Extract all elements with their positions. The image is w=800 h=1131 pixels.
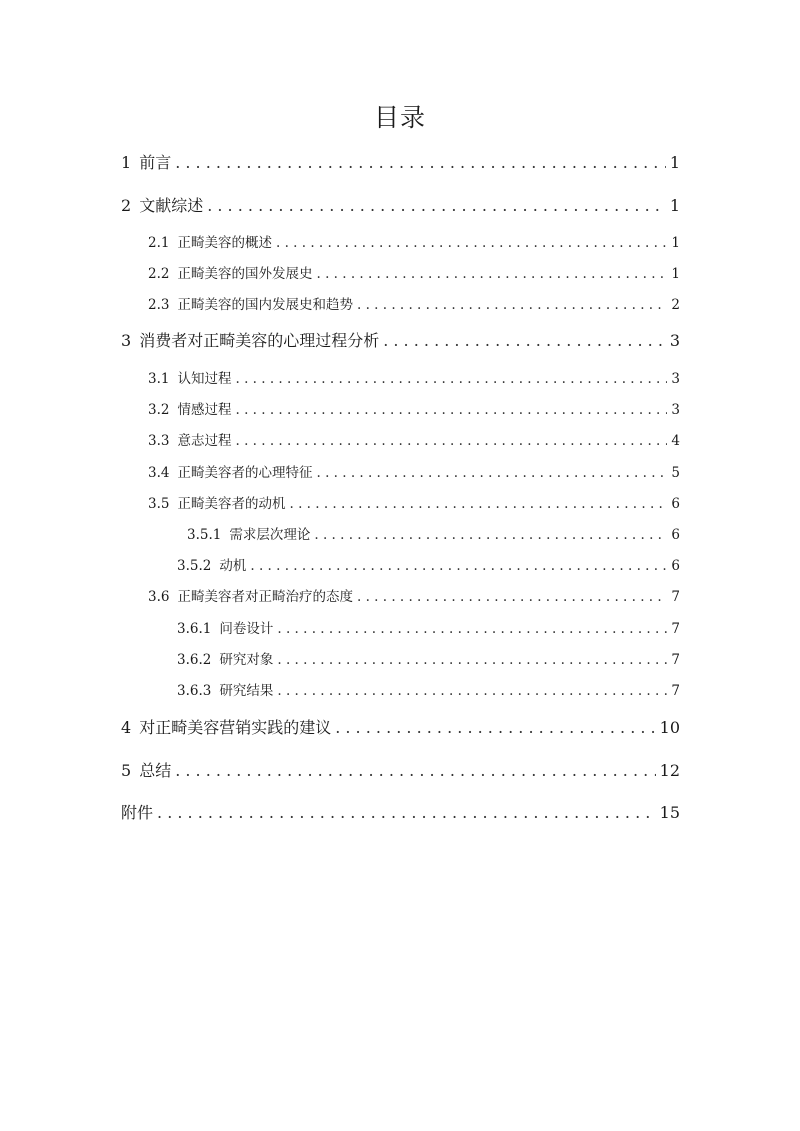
toc-entry-2[interactable]: [121, 193, 680, 216]
toc-entry-4[interactable]: [121, 715, 680, 738]
toc-entry-number: 3.5.1: [187, 527, 222, 543]
toc-entry-text: 正畸美容者的心理特征: [177, 465, 313, 481]
dot-leader: [357, 297, 667, 313]
toc-entry-3-2[interactable]: [148, 398, 680, 418]
toc-entry-5[interactable]: [121, 758, 680, 781]
toc-entry-page: 6: [671, 558, 680, 574]
dot-leader: [316, 266, 667, 282]
toc-entry-3-6-3[interactable]: [177, 679, 680, 699]
dot-leader: [207, 196, 666, 215]
toc-entry-3-1[interactable]: [148, 367, 680, 387]
toc-entry-number: 3.6.2: [177, 652, 212, 668]
toc-entry-number: 2: [121, 196, 132, 215]
toc-entry-number: 5: [121, 761, 132, 780]
toc-entry-page: 3: [669, 331, 680, 350]
toc-entry-number: 3: [121, 331, 132, 350]
toc-entry-page: 1: [671, 266, 680, 282]
dot-leader: [316, 465, 667, 481]
toc-entry-text: 对正畸美容营销实践的建议: [139, 718, 332, 737]
toc-entry-page: 7: [671, 589, 680, 605]
toc-entry-page: 6: [671, 496, 680, 512]
toc-entry-page: 2: [671, 297, 680, 313]
toc-entry-text: 正畸美容者对正畸治疗的态度: [177, 589, 353, 605]
toc-entry-number: 3.2: [148, 402, 170, 418]
toc-entry-page: 4: [671, 433, 680, 449]
toc-entry-2-1[interactable]: [148, 231, 680, 251]
toc-entry-text: 附件: [121, 803, 154, 822]
toc-entry-text: 研究对象: [219, 652, 274, 668]
dot-leader: [175, 761, 655, 780]
toc-entry-3-4[interactable]: [148, 461, 680, 481]
toc-entry-page: 7: [671, 683, 680, 699]
toc-entry-3[interactable]: [121, 328, 680, 351]
dot-leader: [157, 803, 656, 822]
toc-entry-number: 3.3: [148, 433, 170, 449]
dot-leader: [250, 558, 667, 574]
toc-entry-page: 3: [671, 402, 680, 418]
toc-entry-page: 7: [671, 621, 680, 637]
toc-entry-3-6[interactable]: [148, 585, 680, 605]
toc-entry-page: 1: [669, 153, 680, 172]
toc-entry-2-2[interactable]: [148, 262, 680, 282]
toc-entry-page: 1: [669, 196, 680, 215]
toc-title: 目录: [373, 103, 426, 132]
toc-entry-number: 3.6: [148, 589, 170, 605]
toc-entry-3-5-1[interactable]: [187, 523, 680, 543]
dot-leader: [277, 652, 667, 668]
dot-leader: [277, 683, 667, 699]
toc-entry-3-5-2[interactable]: [177, 554, 680, 574]
toc-entry-page: 10: [659, 718, 680, 737]
toc-entry-text: 正畸美容者的动机: [177, 496, 286, 512]
toc-entry-number: 3.6.3: [177, 683, 212, 699]
toc-entry-text: 动机: [219, 558, 247, 574]
toc-entry-2-3[interactable]: [148, 293, 680, 313]
toc-entry-number: 3.1: [148, 371, 170, 387]
dot-leader: [235, 433, 667, 449]
dot-leader: [276, 235, 667, 251]
toc-entry-page: 6: [671, 527, 680, 543]
toc-entry-appendix[interactable]: [121, 800, 680, 823]
dot-leader: [235, 371, 667, 387]
dot-leader: [357, 589, 667, 605]
toc-entry-text: 认知过程: [177, 371, 232, 387]
toc-entry-number: 3.5: [148, 496, 170, 512]
toc-entry-number: 3.6.1: [177, 621, 212, 637]
toc-entry-1[interactable]: [121, 150, 680, 173]
toc-entry-text: 需求层次理论: [229, 527, 311, 543]
toc-entry-text: 总结: [139, 761, 172, 780]
toc-entry-3-3[interactable]: [148, 429, 680, 449]
dot-leader: [289, 496, 667, 512]
toc-entry-page: 12: [659, 761, 680, 780]
toc-entry-text: 正畸美容的国外发展史: [177, 266, 313, 282]
toc-entry-text: 问卷设计: [219, 621, 274, 637]
toc-entry-page: 3: [671, 371, 680, 387]
toc-entry-page: 5: [671, 465, 680, 481]
toc-entry-number: 2.2: [148, 266, 170, 282]
toc-entry-page: 7: [671, 652, 680, 668]
toc-entry-text: 情感过程: [177, 402, 232, 418]
toc-entry-number: 3.5.2: [177, 558, 212, 574]
toc-entry-text: 正畸美容的概述: [177, 235, 272, 251]
toc-entry-number: 2.1: [148, 235, 170, 251]
toc-entry-number: 3.4: [148, 465, 170, 481]
dot-leader: [175, 153, 666, 172]
dot-leader: [235, 402, 667, 418]
dot-leader: [314, 527, 667, 543]
dot-leader: [335, 718, 655, 737]
toc-entry-page: 15: [659, 803, 680, 822]
toc-entry-page: 1: [671, 235, 680, 251]
dot-leader: [383, 331, 666, 350]
toc-entry-3-6-2[interactable]: [177, 648, 680, 668]
toc-entry-text: 消费者对正畸美容的心理过程分析: [139, 331, 380, 350]
toc-entry-number: 4: [121, 718, 132, 737]
toc-entry-number: 1: [121, 153, 132, 172]
toc-entry-3-5[interactable]: [148, 492, 680, 512]
toc-entry-text: 正畸美容的国内发展史和趋势: [177, 297, 353, 313]
dot-leader: [277, 621, 667, 637]
toc-entry-3-6-1[interactable]: [177, 617, 680, 637]
toc-entry-text: 研究结果: [219, 683, 274, 699]
toc-entry-text: 前言: [139, 153, 172, 172]
toc-entry-text: 意志过程: [177, 433, 232, 449]
toc-entry-text: 文献综述: [139, 196, 204, 215]
toc-entry-number: 2.3: [148, 297, 170, 313]
